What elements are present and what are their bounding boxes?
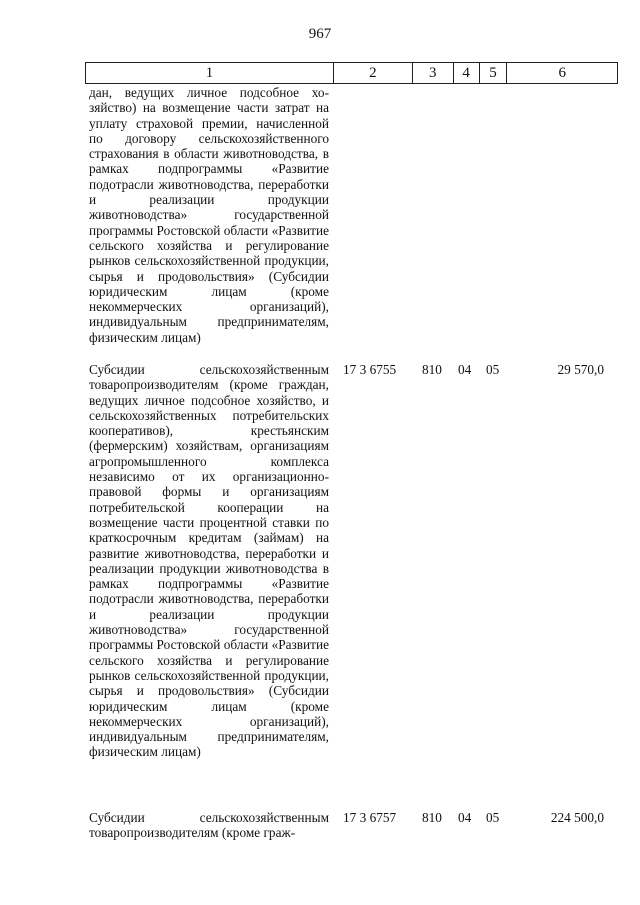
header-col-1: 1 <box>86 63 334 83</box>
row-1-amount: 29 570,0 <box>557 362 604 377</box>
row-2-col5: 05 <box>486 810 500 825</box>
row-1-col5: 05 <box>486 362 500 377</box>
page-number: 967 <box>308 26 332 42</box>
header-col-4: 4 <box>454 63 480 83</box>
header-col-6: 6 <box>558 65 566 81</box>
header-col-5: 5 <box>480 63 508 83</box>
row-2-amount: 224 500,0 <box>550 810 604 825</box>
row-1-code: 17 3 6755 <box>343 362 397 377</box>
row-1-col3: 810 <box>422 362 442 377</box>
table-header <box>85 62 618 84</box>
row-2-col4: 04 <box>458 810 472 825</box>
row-2-col3: 810 <box>422 810 442 825</box>
header-col-3: 3 <box>413 63 454 83</box>
row-1-col4: 04 <box>458 362 472 377</box>
row-2-code: 17 3 6757 <box>343 810 397 825</box>
row-2-description: Субсидии сельскохозяйственным товаропроизводителям (кроме граж- <box>89 810 329 841</box>
header-col-2: 2 <box>334 63 413 83</box>
row-0-description: дан, ведущих личное подсобное хозяйство) на возмещение части затрат на уплату страховой премии, начисленной по договору сельскохозяйственного страхования в области животноводства, в рамках подпрограммы «Развитие подотрасли животноводства, переработки и реализации продукции животноводства» государственной программы Ростовской области «Развитие сельского хозяйства и регулирование рынков сельскохозяйственной продукции, сырья и продовольствия» (Субсидии юридическим лицам (кроме некоммерческих организаций), индивидуальным предпринимателям, физическим лицам) <box>89 85 329 345</box>
row-1-description: Субсидии сельскохозяйственным товаропроизводителям (кроме граждан, ведущих личное подсобное хозяйство, и сельскохозяйственных потребительских кооперативов), крестьянским (фермерским) хозяйствам, организациям агропромышленного комплекса независимо от их организационно-правовой формы и организациям потребительской кооперации на возмещение части процентной ставки по краткосрочным кредитам (займам) на развитие животноводства, переработки и реализации продукции животноводства в рамках подпрограммы «Развитие подотрасли животноводства, переработки и реализации продукции животноводства» государственной программы Ростовской области «Развитие сельского хозяйства и регулирование рынков сельскохозяйственной продукции, сырья и продовольствия» (Субсидии юридическим лицам (кроме некоммерческих организаций), индивидуальным предпринимателям, физическим лицам) <box>89 362 329 760</box>
